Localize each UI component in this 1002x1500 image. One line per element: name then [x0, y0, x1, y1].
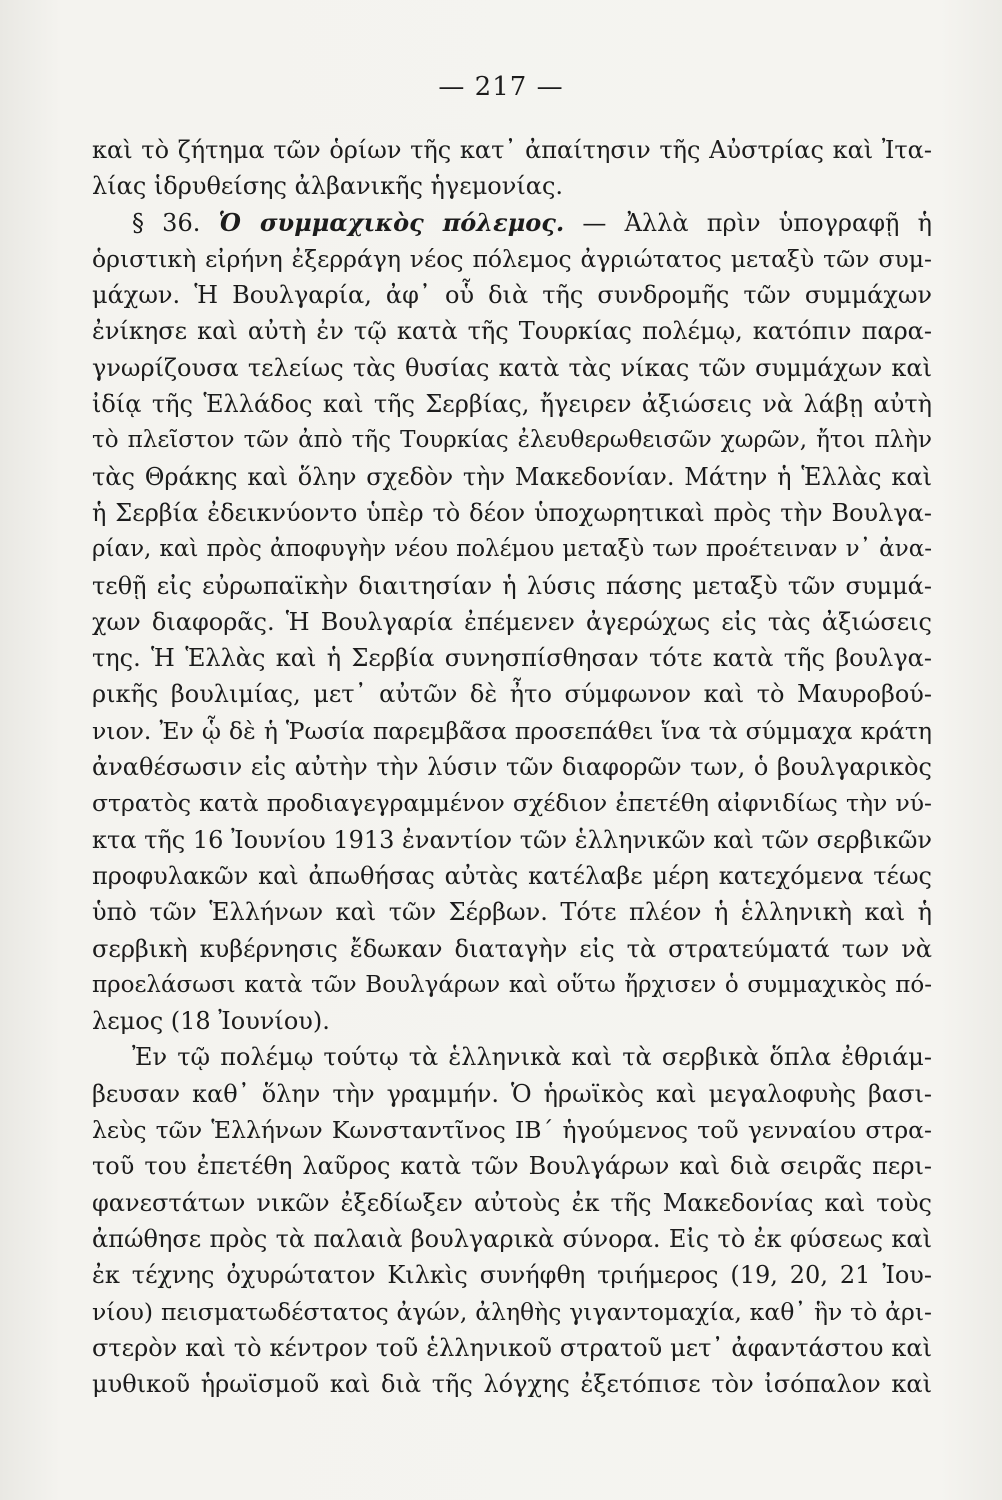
text-line: Ἀλλὰ πρὶν ὑπογραφῇ ἡ [624, 208, 932, 237]
text-line: ρικῆς βουλιμίας, μετ᾽ αὐτῶν δὲ ἦτο σύμφωνον καὶ τὸ Μαυροβού- [92, 680, 932, 709]
text-line: μάχων. Ἡ Βουλγαρία, ἀφ᾽ οὗ διὰ τῆς συνδρομῆς τῶν συμμάχων [92, 281, 932, 310]
section-title: Ὁ συμμαχικὸς πόλεμος. [218, 207, 565, 237]
section-dash: — [582, 208, 607, 237]
text-line: ὁριστικὴ εἰρήνη ἐξερράγη νέος πόλεμος ἀγριώτατος μεταξὺ τῶν συμ- [92, 244, 932, 273]
text-line: ἡ Σερβία ἐδεικνύοντο ὑπὲρ τὸ δέον ὑποχωρητικαὶ πρὸς τὴν Βουλγα- [92, 498, 932, 527]
text-line: τοῦ του ἐπετέθη λαῦρος κατὰ τῶν Βουλγάρων καὶ διὰ σειρᾶς περι- [92, 1152, 932, 1181]
section-label: § 36. [132, 208, 201, 237]
text-line: ἐκ τέχνης ὀχυρώτατον Κιλκὶς συνήφθη τριήμερος (19, 20, 21 Ἰου- [92, 1261, 932, 1290]
text-line: λεὺς τῶν Ἑλλήνων Κωνσταντῖνος ΙΒ´ ἡγούμενος τοῦ γενναίου στρα- [92, 1116, 932, 1145]
text-line: Ἐν τῷ πολέμῳ τούτῳ τὰ ἑλληνικὰ καὶ τὰ σερβικὰ ὅπλα ἐθριάμ- [132, 1043, 932, 1072]
text-line: ρίαν, καὶ πρὸς ἀποφυγὴν νέου πολέμου μεταξὺ των προέτειναν ν᾽ ἀνα- [92, 536, 932, 563]
section-heading-line [92, 205, 932, 241]
text-line: προελάσωσι κατὰ τῶν Βουλγάρων καὶ οὕτω ἤρχισεν ὁ συμμαχικὸς πό- [92, 971, 932, 998]
text-line: λίας ἱδρυθείσης ἀλβανικῆς ἡγεμονίας. [92, 172, 564, 201]
text-line: ἀπώθησε πρὸς τὰ παλαιὰ βουλγαρικὰ σύνορα. Εἰς τὸ ἐκ φύσεως καὶ [92, 1224, 932, 1253]
text-line: προφυλακῶν καὶ ἀπωθήσας αὐτὰς κατέλαβε μέρη κατεχόμενα τέως [92, 861, 932, 890]
body-text [92, 132, 932, 1402]
text-line: γνωρίζουσα τελείως τὰς θυσίας κατὰ τὰς νίκας τῶν συμμάχων καὶ [92, 353, 932, 382]
page-number: — 217 — [438, 72, 564, 102]
text-line: ἰδίᾳ τῆς Ἑλλάδος καὶ τῆς Σερβίας, ἤγειρεν ἀξιώσεις νὰ λάβῃ αὐτὴ [92, 390, 932, 419]
text-line: στρατὸς κατὰ προδιαγεγραμμένον σχέδιον ἐπετέθη αἰφνιδίως τὴν νύ- [92, 789, 932, 818]
text-line: νιον. Ἐν ᾧ δὲ ἡ Ῥωσία παρεμβᾶσα προσεπάθει ἵνα τὰ σύμμαχα κράτη [92, 716, 932, 745]
text-line: φανεστάτων νικῶν ἐξεδίωξεν αὐτοὺς ἐκ τῆς Μακεδονίας καὶ τοὺς [92, 1188, 932, 1217]
text-line: ἀναθέσωσιν εἰς αὐτὴν τὴν λύσιν τῶν διαφορῶν των, ὁ βουλγαρικὸς [92, 753, 932, 782]
text-line: κτα τῆς 16 Ἰουνίου 1913 ἐναντίον τῶν ἑλληνικῶν καὶ τῶν σερβικῶν [92, 825, 932, 854]
text-line: λεμος (18 Ἰουνίου). [92, 1007, 330, 1036]
text-line: τὸ πλεῖστον τῶν ἀπὸ τῆς Τουρκίας ἐλευθερωθεισῶν χωρῶν, ἤτοι πλὴν [92, 427, 932, 454]
text-line: νίου) πεισματωδέστατος ἀγών, ἀληθὴς γιγαντομαχία, καθ᾽ ἣν τὸ ἀρι- [92, 1297, 932, 1326]
text-line: της. Ἡ Ἑλλὰς καὶ ἡ Σερβία συνησπίσθησαν τότε κατὰ τῆς βουλγα- [92, 644, 932, 673]
text-line: καὶ τὸ ζήτημα τῶν ὁρίων τῆς κατ᾽ ἀπαίτησιν τῆς Αὐστρίας καὶ Ἰτα- [92, 136, 932, 164]
text-line: τὰς Θράκης καὶ ὅλην σχεδὸν τὴν Μακεδονίαν. Μάτην ἡ Ἑλλὰς καὶ [92, 462, 932, 491]
text-line: μυθικοῦ ἡρωϊσμοῦ καὶ διὰ τῆς λόγχης ἐξετόπισε τὸν ἰσόπαλον καὶ [92, 1370, 932, 1399]
text-line: χων διαφορᾶς. Ἡ Βουλγαρία ἐπέμενεν ἀγερώχως εἰς τὰς ἀξιώσεις [92, 607, 932, 636]
text-line: βευσαν καθ᾽ ὅλην τὴν γραμμήν. Ὁ ἡρωϊκὸς καὶ μεγαλοφυὴς βασι- [92, 1079, 932, 1108]
text-line: στερὸν καὶ τὸ κέντρον τοῦ ἑλληνικοῦ στρατοῦ μετ᾽ ἀφαντάστου καὶ [92, 1333, 932, 1362]
text-line: ἐνίκησε καὶ αὐτὴ ἐν τῷ κατὰ τῆς Τουρκίας πολέμῳ, κατόπιν παρα- [92, 317, 932, 346]
text-line: σερβικὴ κυβέρνησις ἔδωκαν διαταγὴν εἰς τὰ στρατεύματά των νὰ [92, 934, 932, 963]
text-line: τεθῇ εἰς εὐρωπαϊκὴν διαιτησίαν ἡ λύσις πάσης μεταξὺ τῶν συμμά- [92, 571, 932, 600]
text-line: ὑπὸ τῶν Ἑλλήνων καὶ τῶν Σέρβων. Τότε πλέον ἡ ἑλληνικὴ καὶ ἡ [92, 898, 932, 927]
